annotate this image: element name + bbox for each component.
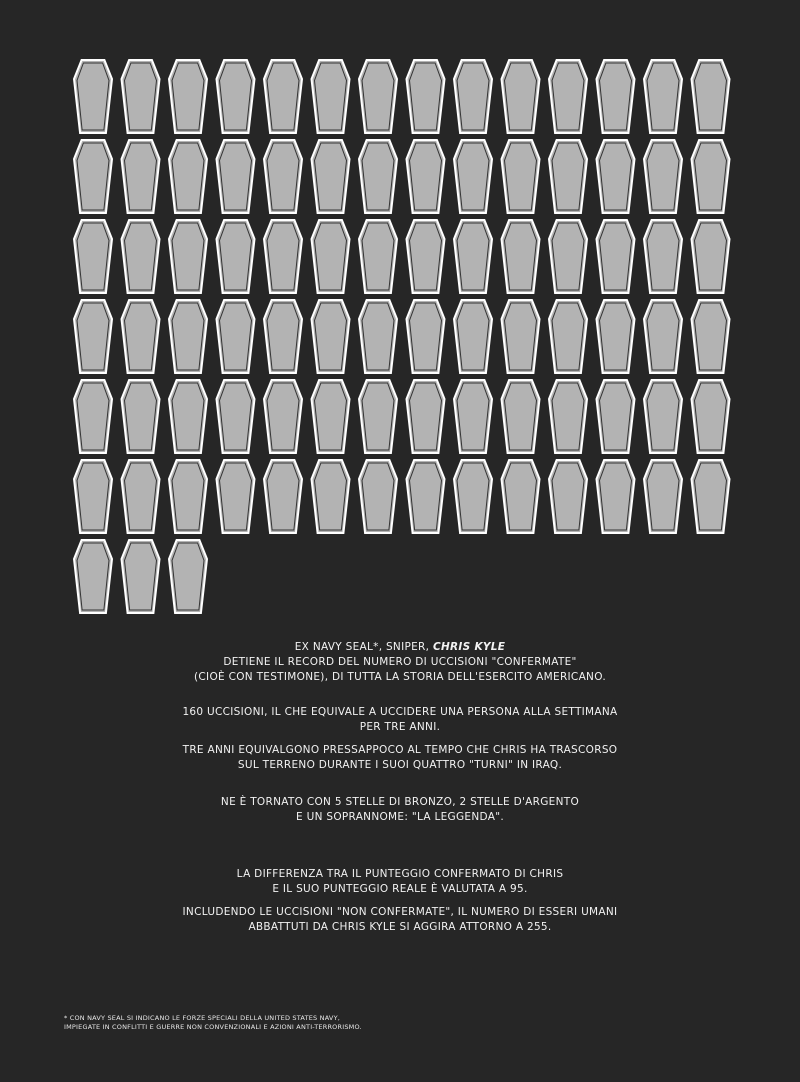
coffin-icon bbox=[407, 300, 445, 373]
coffin-icon bbox=[359, 220, 397, 293]
coffin-icon bbox=[597, 220, 635, 293]
coffin-icon bbox=[359, 60, 397, 133]
coffin-icon bbox=[692, 140, 730, 213]
years-paragraph bbox=[0, 743, 800, 773]
coffin-icon bbox=[407, 140, 445, 213]
coffin-icon bbox=[549, 140, 587, 213]
coffin-icon bbox=[264, 380, 302, 453]
coffin-icon bbox=[312, 220, 350, 293]
total-line-2: ABBATTUTI DA CHRIS KYLE SI AGGIRA ATTORNO A 255. bbox=[248, 921, 552, 933]
coffin-icon bbox=[217, 140, 255, 213]
coffin-icon bbox=[692, 380, 730, 453]
medals-line-2: E UN SOPRANNOME: "LA LEGGENDA". bbox=[296, 811, 504, 823]
coffin-icon bbox=[644, 460, 682, 533]
coffin-icon bbox=[549, 60, 587, 133]
coffin-icon bbox=[169, 140, 207, 213]
total-line-1: INCLUDENDO LE UCCISIONI "NON CONFERMATE", IL NUMERO DI ESSERI UMANI bbox=[182, 906, 618, 918]
kills-paragraph bbox=[0, 705, 800, 735]
intro-paragraph bbox=[0, 640, 800, 685]
coffin-icon bbox=[74, 140, 112, 213]
coffin-icon bbox=[454, 300, 492, 373]
coffin-icon bbox=[407, 460, 445, 533]
coffin-icon bbox=[74, 540, 112, 613]
coffin-icon bbox=[312, 460, 350, 533]
coffin-icon bbox=[169, 460, 207, 533]
coffin-icon bbox=[549, 300, 587, 373]
coffin-icon bbox=[359, 140, 397, 213]
coffin-icon bbox=[312, 60, 350, 133]
coffin-icon bbox=[692, 220, 730, 293]
coffin-icon bbox=[74, 300, 112, 373]
coffin-icon bbox=[692, 60, 730, 133]
coffin-icon bbox=[264, 60, 302, 133]
coffin-icon bbox=[692, 460, 730, 533]
coffin-icon bbox=[359, 300, 397, 373]
coffin-icon bbox=[454, 60, 492, 133]
coffin-icon bbox=[644, 60, 682, 133]
coffin-icon bbox=[644, 380, 682, 453]
coffin-icon bbox=[122, 380, 160, 453]
intro-line-3: (CIOÈ CON TESTIMONE), DI TUTTA LA STORIA DELL'ESERCITO AMERICANO. bbox=[194, 671, 606, 683]
coffin-icon bbox=[122, 60, 160, 133]
coffin-icon bbox=[169, 220, 207, 293]
medals-paragraph bbox=[0, 795, 800, 825]
coffin-icon bbox=[597, 300, 635, 373]
coffin-icon bbox=[597, 380, 635, 453]
coffin-icon bbox=[217, 380, 255, 453]
medals-line-1: NE È TORNATO CON 5 STELLE DI BRONZO, 2 STELLE D'ARGENTO bbox=[220, 796, 580, 808]
coffin-icon bbox=[597, 460, 635, 533]
coffin-icon bbox=[502, 220, 540, 293]
coffin-icon bbox=[454, 220, 492, 293]
coffin-icon bbox=[454, 460, 492, 533]
coffin-icon bbox=[169, 60, 207, 133]
coffin-icon bbox=[549, 460, 587, 533]
footnote-line-1: * CON NAVY SEAL SI INDICANO LE FORZE SPECIALI DELLA UNITED STATES NAVY, bbox=[64, 1014, 341, 1022]
coffin-icon bbox=[644, 140, 682, 213]
coffin-icon bbox=[122, 140, 160, 213]
sniper-name: CHRIS KYLE bbox=[432, 641, 506, 653]
coffin-icon bbox=[122, 220, 160, 293]
coffin-icon bbox=[407, 380, 445, 453]
coffin-icon bbox=[502, 380, 540, 453]
coffin-icon bbox=[169, 380, 207, 453]
coffin-icon bbox=[217, 220, 255, 293]
coffin-icon bbox=[217, 300, 255, 373]
coffin-icon bbox=[454, 380, 492, 453]
coffin-icon bbox=[122, 460, 160, 533]
coffin-icon bbox=[359, 460, 397, 533]
intro-line-1a: EX NAVY SEAL*, SNIPER, bbox=[294, 641, 433, 653]
coffin-icon bbox=[502, 140, 540, 213]
coffin-icon bbox=[644, 300, 682, 373]
coffin-icon bbox=[312, 380, 350, 453]
coffin-icon bbox=[312, 300, 350, 373]
kills-line-1: 160 UCCISIONI, IL CHE EQUIVALE A UCCIDERE UNA PERSONA ALLA SETTIMANA bbox=[182, 706, 618, 718]
coffin-icon bbox=[264, 140, 302, 213]
coffin-icon bbox=[312, 140, 350, 213]
footnote bbox=[64, 1014, 664, 1032]
years-line-2: SUL TERRENO DURANTE I SUOI QUATTRO "TURNI" IN IRAQ. bbox=[237, 759, 563, 771]
coffin-icon bbox=[74, 460, 112, 533]
kills-line-2: PER TRE ANNI. bbox=[359, 721, 441, 733]
coffin-icon bbox=[359, 380, 397, 453]
coffin-icon bbox=[264, 220, 302, 293]
difference-paragraph bbox=[0, 867, 800, 897]
coffin-icon bbox=[502, 460, 540, 533]
coffin-icon bbox=[407, 60, 445, 133]
coffin-icon bbox=[74, 380, 112, 453]
coffin-icon bbox=[169, 540, 207, 613]
footnote-line-2: IMPIEGATE IN CONFLITTI E GUERRE NON CONVENZIONALI E AZIONI ANTI-TERRORISMO. bbox=[64, 1023, 362, 1031]
coffin-icon bbox=[407, 220, 445, 293]
coffin-icon bbox=[122, 540, 160, 613]
coffin-icon bbox=[502, 300, 540, 373]
coffin-icon bbox=[549, 380, 587, 453]
coffin-icon bbox=[549, 220, 587, 293]
coffin-icon bbox=[264, 460, 302, 533]
coffin-icon bbox=[74, 220, 112, 293]
coffin-icon bbox=[74, 60, 112, 133]
coffin-icon bbox=[502, 60, 540, 133]
coffin-icon bbox=[454, 140, 492, 213]
coffin-icon bbox=[217, 460, 255, 533]
coffin-icon bbox=[597, 60, 635, 133]
coffin-icon bbox=[597, 140, 635, 213]
coffin-icon bbox=[169, 300, 207, 373]
coffin-icon bbox=[122, 300, 160, 373]
years-line-1: TRE ANNI EQUIVALGONO PRESSAPPOCO AL TEMPO CHE CHRIS HA TRASCORSO bbox=[182, 744, 618, 756]
coffin-icon bbox=[644, 220, 682, 293]
coffin-icon bbox=[692, 300, 730, 373]
intro-line-2: DETIENE IL RECORD DEL NUMERO DI UCCISIONI "CONFERMATE" bbox=[223, 656, 577, 668]
difference-line-2: E IL SUO PUNTEGGIO REALE È VALUTATA A 95. bbox=[272, 883, 528, 895]
total-paragraph bbox=[0, 905, 800, 935]
coffin-icon bbox=[217, 60, 255, 133]
difference-line-1: LA DIFFERENZA TRA IL PUNTEGGIO CONFERMATO DI CHRIS bbox=[236, 868, 564, 880]
coffin-icon bbox=[264, 300, 302, 373]
